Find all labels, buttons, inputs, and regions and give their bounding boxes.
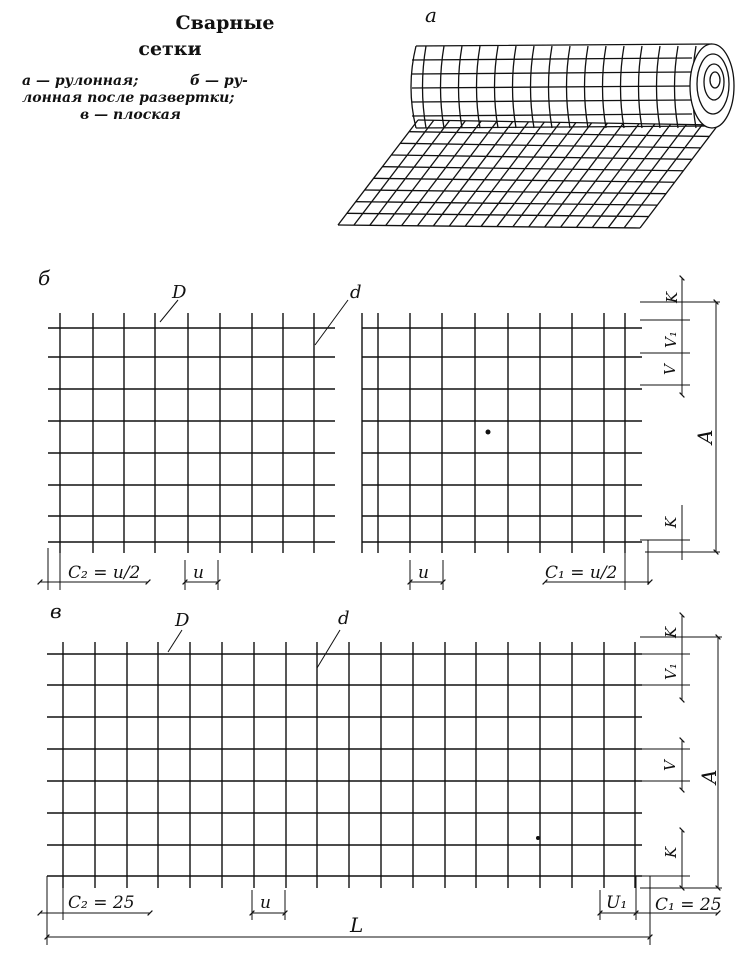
mesh-bar — [338, 120, 418, 225]
roll-longitudinal-bar — [412, 72, 692, 74]
dim-K-bottom-c: K — [662, 846, 680, 858]
mesh-bar — [354, 120, 434, 225]
caption-line3: в — плоская — [80, 107, 181, 123]
mesh-bar — [624, 125, 702, 228]
mesh-bar — [417, 121, 496, 225]
dim-K-top-b: K — [663, 291, 681, 303]
dim-V1-b: V₁ — [662, 331, 680, 348]
dim-L-c: L — [350, 913, 364, 937]
label-D-c: D — [175, 610, 190, 631]
roll-unrolled-part — [338, 120, 718, 228]
mesh-bar — [386, 121, 466, 226]
caption-line1b: б — ру- — [190, 73, 248, 89]
panel-c-flat-mesh — [40, 599, 722, 945]
dim-u-right-b: u — [418, 563, 429, 583]
panel-a-letter: а — [425, 3, 437, 27]
label-d-c: d — [338, 608, 350, 629]
dim-K-bottom-b: K — [662, 516, 680, 528]
roll-longitudinal-bar — [412, 86, 692, 88]
label-d-b: d — [350, 282, 362, 303]
dim-U1-c: U₁ — [606, 893, 628, 913]
mesh-bar — [481, 122, 560, 226]
caption-line2: лонная после развертки; — [22, 90, 235, 106]
dim-V-c: V — [661, 760, 679, 771]
mesh-bar — [561, 124, 640, 228]
dim-C1-b: C₁ = u/2 — [545, 563, 618, 583]
mesh-grid-b — [48, 313, 642, 553]
dim-u-c: u — [260, 893, 271, 913]
dim-C2-c: C₂ = 25 — [68, 893, 135, 913]
panel-b-unrolled-mesh — [38, 266, 720, 590]
mesh-bar — [608, 124, 686, 227]
dim-C1-c: C₁ = 25 — [655, 895, 722, 915]
label-D-b: D — [172, 282, 187, 303]
panel-b-letter: б — [38, 266, 51, 290]
dim-V1-c: V₁ — [662, 663, 680, 680]
panel-a-rolled-mesh — [338, 3, 734, 228]
panel-c-letter: в — [50, 599, 62, 623]
mesh-bar — [497, 123, 576, 227]
mesh-bar — [640, 125, 718, 228]
roll-longitudinal-bar — [412, 100, 692, 102]
dim-u-left-b: u — [193, 563, 204, 583]
figure-title-line2: сетки — [138, 38, 202, 60]
dim-A-c: A — [697, 769, 721, 784]
dim-K-top-c: K — [662, 626, 680, 638]
mesh-bar — [513, 123, 592, 227]
mesh-bar — [370, 121, 450, 226]
mesh-bar — [465, 122, 544, 226]
dim-A-b: A — [693, 429, 717, 444]
dim-C2-b: C₂ = u/2 — [68, 563, 141, 583]
dim-V-b: V — [661, 364, 679, 375]
roll-end-spiral — [710, 72, 720, 88]
mesh-grid-c — [47, 642, 642, 888]
mesh-bar — [576, 124, 654, 227]
mesh-bar — [592, 124, 670, 227]
caption-line1a: а — рулонная; — [22, 73, 139, 89]
mesh-bar — [545, 123, 624, 227]
roll-cylinder — [411, 44, 734, 128]
figure-title-line1: Сварные — [175, 12, 275, 34]
roll-longitudinal-bar — [412, 58, 692, 60]
roll-longitudinal-bar — [412, 114, 692, 116]
mesh-bar — [449, 122, 528, 226]
mesh-bar — [433, 122, 512, 226]
mesh-bar — [402, 121, 482, 226]
mesh-bar — [529, 123, 608, 227]
